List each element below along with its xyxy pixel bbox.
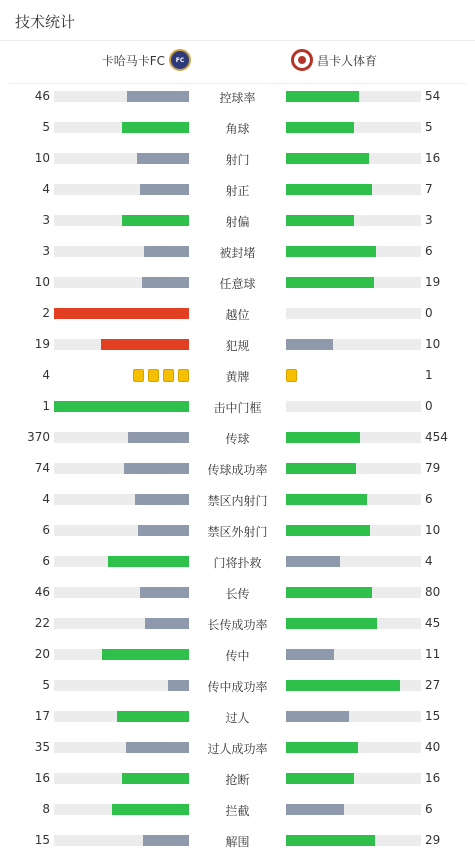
away-value: 6 xyxy=(425,492,433,506)
stat-row xyxy=(0,640,475,671)
away-value: 10 xyxy=(425,337,441,351)
stat-label: 抢断 xyxy=(225,773,250,787)
away-value: 11 xyxy=(425,647,441,661)
away-bar-fill xyxy=(286,91,359,102)
away-bar-track xyxy=(286,742,421,753)
away-bar-track xyxy=(286,184,421,195)
home-value: 4 xyxy=(42,182,50,196)
home-bar-track xyxy=(54,184,189,195)
stat-row xyxy=(0,671,475,702)
away-bar-track xyxy=(286,463,421,474)
home-bar-track xyxy=(54,401,189,412)
home-value: 22 xyxy=(34,616,50,630)
home-bar-track xyxy=(54,246,189,257)
stat-label: 门将扑救 xyxy=(213,556,262,570)
stat-label: 禁区内射门 xyxy=(207,494,268,508)
away-bar-fill xyxy=(286,618,377,629)
away-value: 5 xyxy=(425,120,433,134)
home-bar-fill xyxy=(144,246,189,257)
stat-row xyxy=(0,454,475,485)
away-bar-fill xyxy=(286,494,367,505)
away-value: 454 xyxy=(425,430,448,444)
away-value: 15 xyxy=(425,709,441,723)
home-bar-fill xyxy=(54,308,189,319)
home-bar-track xyxy=(54,556,189,567)
stat-row xyxy=(0,206,475,237)
home-bar-track xyxy=(54,649,189,660)
home-bar-track xyxy=(54,525,189,536)
away-value: 54 xyxy=(425,89,441,103)
away-bar-fill xyxy=(286,215,354,226)
away-value: 6 xyxy=(425,244,433,258)
stat-label: 传中成功率 xyxy=(207,680,268,694)
home-value: 6 xyxy=(42,554,50,568)
away-value: 40 xyxy=(425,740,441,754)
away-bar-track xyxy=(286,277,421,288)
yellow-card-icon xyxy=(286,369,297,382)
home-team-logo: FC xyxy=(169,49,191,71)
yellow-card-icon xyxy=(163,369,174,382)
stat-row xyxy=(0,392,475,423)
home-yellow-cards xyxy=(133,369,189,382)
home-bar-track xyxy=(54,463,189,474)
away-bar-track xyxy=(286,680,421,691)
away-bar-fill xyxy=(286,184,372,195)
stat-row xyxy=(0,516,475,547)
stat-label: 解围 xyxy=(225,835,250,849)
home-bar-fill xyxy=(135,494,189,505)
home-value: 2 xyxy=(42,306,50,320)
home-bar-track xyxy=(54,773,189,784)
stat-row xyxy=(0,299,475,330)
stat-row xyxy=(0,113,475,144)
home-value: 4 xyxy=(42,368,50,382)
away-bar-track xyxy=(286,556,421,567)
stat-row xyxy=(0,547,475,578)
home-bar-track xyxy=(54,711,189,722)
home-bar-fill xyxy=(126,742,189,753)
home-value: 74 xyxy=(34,461,50,475)
away-value: 0 xyxy=(425,306,433,320)
stat-row xyxy=(0,268,475,299)
away-bar-track xyxy=(286,649,421,660)
home-bar-fill xyxy=(140,184,189,195)
home-bar-track xyxy=(54,153,189,164)
home-bar-track xyxy=(54,742,189,753)
away-value: 16 xyxy=(425,151,441,165)
home-value: 3 xyxy=(42,244,50,258)
home-value: 5 xyxy=(42,120,50,134)
home-value: 3 xyxy=(42,213,50,227)
stat-row xyxy=(0,237,475,268)
home-bar-fill xyxy=(168,680,189,691)
home-bar-fill xyxy=(143,835,189,846)
stat-label: 任意球 xyxy=(219,277,256,291)
stat-label: 击中门框 xyxy=(213,401,262,415)
away-bar-fill xyxy=(286,587,372,598)
away-team[interactable] xyxy=(291,49,377,71)
stat-label: 传中 xyxy=(225,649,250,663)
away-bar-fill xyxy=(286,711,349,722)
home-bar-track xyxy=(54,618,189,629)
stat-label: 长传 xyxy=(225,587,250,601)
stat-label: 射偏 xyxy=(225,215,250,229)
stat-row xyxy=(0,795,475,826)
away-value: 16 xyxy=(425,771,441,785)
stat-label: 禁区外射门 xyxy=(207,525,268,539)
team-header xyxy=(9,41,466,84)
home-bar-track xyxy=(54,215,189,226)
away-bar-fill xyxy=(286,804,344,815)
away-bar-fill xyxy=(286,835,375,846)
home-bar-fill xyxy=(102,649,189,660)
away-team-logo xyxy=(291,49,313,71)
away-bar-track xyxy=(286,804,421,815)
away-bar-fill xyxy=(286,246,376,257)
home-value: 1 xyxy=(42,399,50,413)
stat-label: 射门 xyxy=(225,153,250,167)
yellow-card-icon xyxy=(148,369,159,382)
stat-label: 越位 xyxy=(225,308,250,322)
away-team-name: 昌卡人体育 xyxy=(317,53,378,68)
away-bar-track xyxy=(286,618,421,629)
away-bar-track xyxy=(286,835,421,846)
away-bar-track xyxy=(286,525,421,536)
stat-row xyxy=(0,82,475,113)
home-value: 35 xyxy=(34,740,50,754)
home-value: 5 xyxy=(42,678,50,692)
home-value: 4 xyxy=(42,492,50,506)
home-bar-fill xyxy=(117,711,189,722)
away-yellow-cards xyxy=(286,369,297,382)
away-bar-fill xyxy=(286,649,334,660)
away-bar-fill xyxy=(286,277,374,288)
stat-row xyxy=(0,423,475,454)
home-bar-fill xyxy=(128,432,189,443)
home-bar-fill xyxy=(138,525,189,536)
away-bar-track xyxy=(286,432,421,443)
away-bar-track xyxy=(286,91,421,102)
home-value: 10 xyxy=(34,151,50,165)
stat-label: 过人成功率 xyxy=(207,742,268,756)
away-bar-fill xyxy=(286,122,354,133)
stat-row xyxy=(0,175,475,206)
away-bar-fill xyxy=(286,742,358,753)
home-bar-fill xyxy=(124,463,189,474)
home-bar-track xyxy=(54,587,189,598)
away-bar-track xyxy=(286,246,421,257)
away-bar-track xyxy=(286,153,421,164)
home-bar-fill xyxy=(108,556,189,567)
away-value: 3 xyxy=(425,213,433,227)
stat-label: 被封堵 xyxy=(219,246,256,260)
stat-row xyxy=(0,578,475,609)
home-team-name: 卡哈马卡FC xyxy=(101,53,165,68)
home-bar-fill xyxy=(122,773,190,784)
home-bar-track xyxy=(54,680,189,691)
away-bar-fill xyxy=(286,153,369,164)
home-bar-fill xyxy=(137,153,189,164)
away-bar-fill xyxy=(286,556,340,567)
stat-label: 犯规 xyxy=(225,339,250,353)
away-bar-track xyxy=(286,494,421,505)
stat-label: 控球率 xyxy=(219,91,256,105)
away-value: 45 xyxy=(425,616,441,630)
away-value: 80 xyxy=(425,585,441,599)
away-value: 7 xyxy=(425,182,433,196)
stat-row xyxy=(0,826,475,857)
stat-label: 角球 xyxy=(225,122,250,136)
stat-row xyxy=(0,764,475,795)
away-bar-track xyxy=(286,122,421,133)
stat-label: 拦截 xyxy=(225,804,250,818)
stat-label: 传球 xyxy=(225,432,250,446)
home-value: 17 xyxy=(34,709,50,723)
home-bar-track xyxy=(54,835,189,846)
away-bar-track xyxy=(286,339,421,350)
home-bar-track xyxy=(54,277,189,288)
home-bar-fill xyxy=(112,804,189,815)
home-value: 8 xyxy=(42,802,50,816)
stat-row xyxy=(0,485,475,516)
home-bar-fill xyxy=(140,587,189,598)
stat-row xyxy=(0,330,475,361)
page-title: 技术统计 xyxy=(15,13,76,31)
away-value: 10 xyxy=(425,523,441,537)
home-bar-fill xyxy=(122,215,190,226)
away-bar-track xyxy=(286,215,421,226)
home-bar-fill xyxy=(127,91,189,102)
stat-row xyxy=(0,144,475,175)
home-bar-fill xyxy=(122,122,190,133)
home-bar-track xyxy=(54,432,189,443)
yellow-card-icon xyxy=(178,369,189,382)
stat-row xyxy=(0,702,475,733)
home-team[interactable] xyxy=(102,49,191,71)
stat-label: 过人 xyxy=(225,711,250,725)
home-value: 370 xyxy=(27,430,50,444)
away-value: 1 xyxy=(425,368,433,382)
away-bar-track xyxy=(286,308,421,319)
header xyxy=(0,0,475,41)
home-bar-track xyxy=(54,91,189,102)
home-value: 20 xyxy=(34,647,50,661)
stat-row xyxy=(0,733,475,764)
stat-label: 射正 xyxy=(225,184,250,198)
home-bar-track xyxy=(54,339,189,350)
home-value: 16 xyxy=(34,771,50,785)
yellow-card-icon xyxy=(133,369,144,382)
home-value: 19 xyxy=(34,337,50,351)
home-bar-track xyxy=(54,308,189,319)
away-value: 6 xyxy=(425,802,433,816)
stat-row xyxy=(0,361,475,392)
stats-list xyxy=(0,82,475,857)
home-value: 15 xyxy=(34,833,50,847)
home-bar-track xyxy=(54,122,189,133)
away-bar-fill xyxy=(286,432,360,443)
away-bar-fill xyxy=(286,339,333,350)
away-bar-track xyxy=(286,401,421,412)
home-bar-track xyxy=(54,804,189,815)
stat-label: 传球成功率 xyxy=(207,463,268,477)
home-value: 46 xyxy=(34,89,50,103)
home-bar-fill xyxy=(54,401,189,412)
away-bar-fill xyxy=(286,773,354,784)
away-bar-track xyxy=(286,773,421,784)
away-bar-fill xyxy=(286,525,370,536)
away-bar-track xyxy=(286,587,421,598)
away-value: 19 xyxy=(425,275,441,289)
away-value: 29 xyxy=(425,833,441,847)
away-value: 27 xyxy=(425,678,441,692)
home-bar-track xyxy=(54,494,189,505)
stat-label: 长传成功率 xyxy=(207,618,268,632)
away-bar-fill xyxy=(286,680,400,691)
stat-label: 黄牌 xyxy=(225,370,250,384)
away-value: 4 xyxy=(425,554,433,568)
away-value: 0 xyxy=(425,399,433,413)
home-bar-fill xyxy=(142,277,189,288)
home-bar-fill xyxy=(145,618,189,629)
stat-row xyxy=(0,609,475,640)
home-value: 6 xyxy=(42,523,50,537)
away-bar-fill xyxy=(286,463,356,474)
home-value: 10 xyxy=(34,275,50,289)
home-value: 46 xyxy=(34,585,50,599)
home-bar-fill xyxy=(101,339,189,350)
away-value: 79 xyxy=(425,461,441,475)
away-bar-track xyxy=(286,711,421,722)
